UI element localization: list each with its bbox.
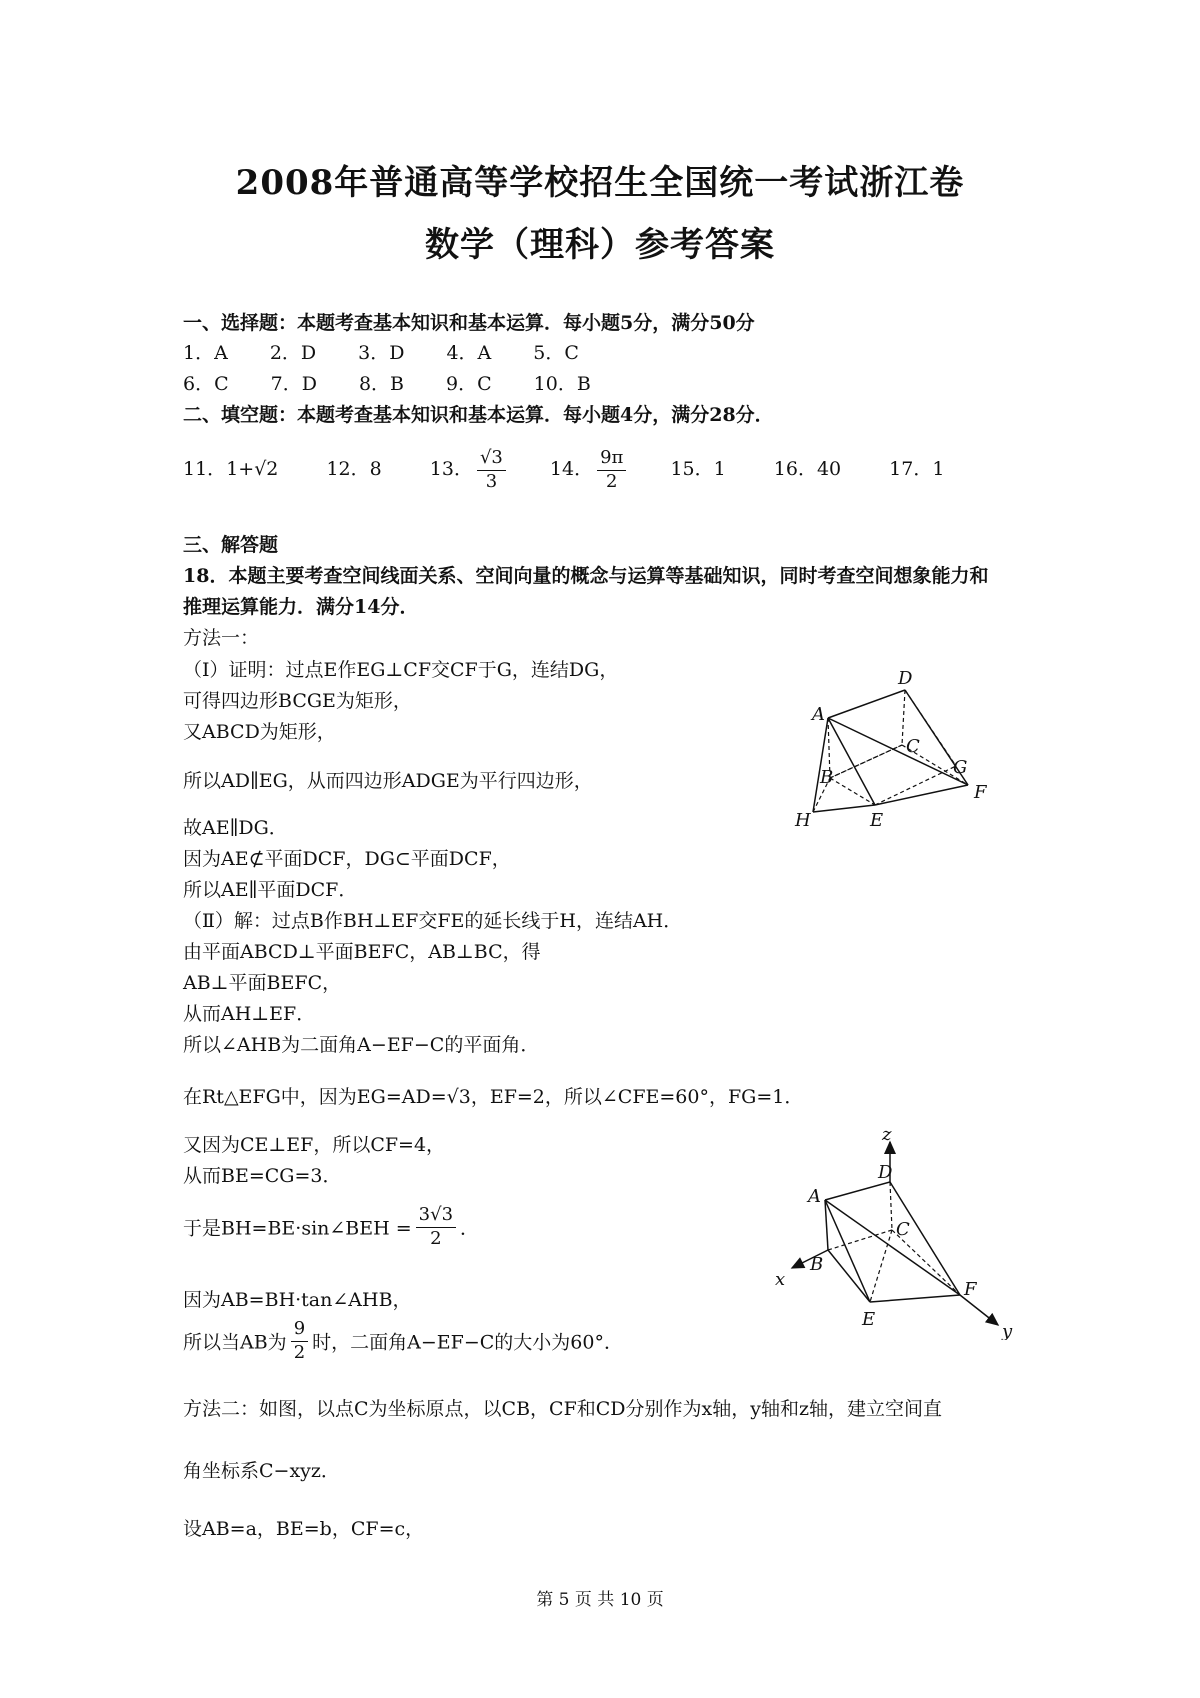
edge-AD [825,1182,890,1200]
figure-1-prism [790,670,1000,840]
vertex-label: D [898,670,913,689]
fill-answer-13-label: 13． [429,458,473,480]
proof-line: 故AE∥DG． [183,817,288,839]
choice-answer: 9．C [446,373,492,395]
edge-DC [890,1182,892,1230]
vertex-label: F [964,1279,977,1300]
choice-answer: 10．B [533,373,591,395]
section3-heading: 三、解答题 [183,534,279,556]
q18-description-2: 推理运算能力．满分14分． [183,596,419,618]
fraction-numerator: 9 [291,1318,308,1342]
fraction-numerator: 9π [597,447,626,471]
vertex-label: B [810,1254,824,1275]
q18-description-1: 18．本题主要考查空间线面关系、空间向量的概念与运算等基础知识，同时考查空间想象能力和 [183,565,989,587]
fraction-denominator: 3 [485,470,498,492]
vertex-label: H [795,810,811,831]
edge-EF [875,785,968,805]
proof-line: 从而AH⊥EF． [183,1003,316,1025]
fill-answer-11-label: 11． [183,458,227,480]
choice-answer: 8．B [358,373,405,395]
fill-answer-12: 12．8 [326,458,382,480]
edge-AF [828,718,968,785]
choice-answer: 1．A [183,342,228,364]
page-footer: 第 5 页 共 10 页 [536,1590,664,1610]
vertex-label: B [820,767,834,788]
edge-BC [830,745,902,778]
proof-line: （Ⅱ）解：过点B作BH⊥EF交FE的延长线于H，连结AH． [183,910,683,932]
edge-CE [870,1230,892,1302]
fill-answer-15: 15．1 [670,458,726,480]
axis-label: y [1002,1321,1013,1340]
vertex-label: A [808,1186,821,1207]
fraction-denominator: 2 [430,1227,442,1249]
edge-AE [828,718,875,805]
section1-heading: 一、选择题：本题考查基本知识和基本运算．每小题5分，满分50分 [183,312,755,334]
choice-answers-row2 [183,369,633,396]
proof-line: 在Rt△EFG中，因为EG=AD=√3，EF=2，所以∠CFE=60°，FG=1． [183,1086,804,1108]
document-subtitle: 数学（理科）参考答案 [425,225,775,265]
fill-answer-16: 16．40 [773,458,842,480]
ab-fraction [291,1318,308,1364]
proof-line: 又因为CE⊥EF，所以CF=4， [183,1134,446,1156]
axis-label: z [882,1130,892,1145]
vertex-label: G [953,757,968,778]
axis-label: x [775,1269,786,1290]
method2-line2: 角坐标系C−xyz． [183,1460,340,1482]
fraction-numerator: √3 [477,447,506,471]
edge-EF [870,1295,960,1302]
set-variables-line: 设AB=a，BE=b，CF=c， [183,1518,425,1540]
vertex-label: E [870,810,884,831]
vertex-label: F [974,782,987,803]
ab-conclusion [183,1318,623,1364]
ab-conclusion-suffix: 时，二面角A−EF−C的大小为60°． [312,1331,623,1354]
bh-equation: 于是BH=BE·sin∠BEH = $\frac{3√3}{2}$ ． [183,1204,480,1249]
proof-line: AB⊥平面BEFC， [183,972,342,994]
edge-AD [828,690,905,718]
fraction-denominator: 2 [606,470,618,492]
proof-line: 由平面ABCD⊥平面BEFC，AB⊥BC，得 [183,941,541,963]
fill-answer-13-fraction [477,447,506,493]
edge-HE [813,805,875,812]
choice-answer: 7．D [270,373,317,395]
document-title: 2008年普通高等学校招生全国统一考试浙江卷 [235,163,965,203]
method2-line1: 方法二：如图，以点C为坐标原点，以CB，CF和CD分别作为x轴，y轴和z轴，建立空间直 [183,1398,942,1420]
vertex-label: A [812,704,825,725]
vertex-label: E [862,1309,876,1330]
ab-conclusion-prefix: 所以当AB为 [183,1331,287,1354]
proof-line: 可得四边形BCGE为矩形， [183,690,412,712]
proof-line: 因为AE⊄平面DCF，DG⊂平面DCF， [183,848,511,870]
edge-BE [828,1250,870,1302]
edge-DC [902,690,905,745]
vertex-label: D [878,1162,893,1183]
edge-EG [875,766,956,805]
edge-CB [830,745,902,778]
proof-line: 所以AE∥平面DCF． [183,879,358,901]
choice-answer: 5．C [533,342,579,364]
proof-line: 所以∠AHB为二面角A−EF−C的平面角． [183,1034,540,1056]
choice-answers-row1 [183,338,621,365]
proof-line: 所以AD∥EG，从而四边形ADGE为平行四边形， [183,770,593,792]
tan-line: 因为AB=BH·tan∠AHB， [183,1289,412,1311]
fill-answer-11-value: 1+√2 [226,458,279,480]
method1-label: 方法一： [183,627,260,649]
bh-fraction [416,1204,456,1250]
choice-answer: 3．D [358,342,405,364]
figure-2-coordinate-prism [770,1130,1020,1340]
proof-line: 从而BE=CG=3． [183,1165,342,1187]
fill-answer-14-label: 14． [549,458,594,480]
fill-answer-14-fraction [597,447,626,493]
fraction-denominator: 2 [293,1341,306,1363]
vertex-label: C [906,736,920,757]
choice-answer: 6．C [183,373,229,395]
fill-answer-17: 17．1 [889,458,945,480]
section2-heading: 二、填空题：本题考查基本知识和基本运算．每小题4分，满分28分． [183,404,774,426]
choice-answer: 4．A [446,342,492,364]
vertex-label: C [896,1219,910,1240]
proof-line: 又ABCD为矩形， [183,721,336,743]
fraction-numerator: 3√3 [416,1204,456,1228]
choice-answer: 2．D [269,342,317,364]
bh-equation-prefix: 于是BH=BE·sin∠BEH = [183,1217,412,1240]
proof-line: （Ⅰ）证明：过点E作EG⊥CF交CF于G，连结DG， [183,659,619,681]
fill-answers [183,447,944,493]
